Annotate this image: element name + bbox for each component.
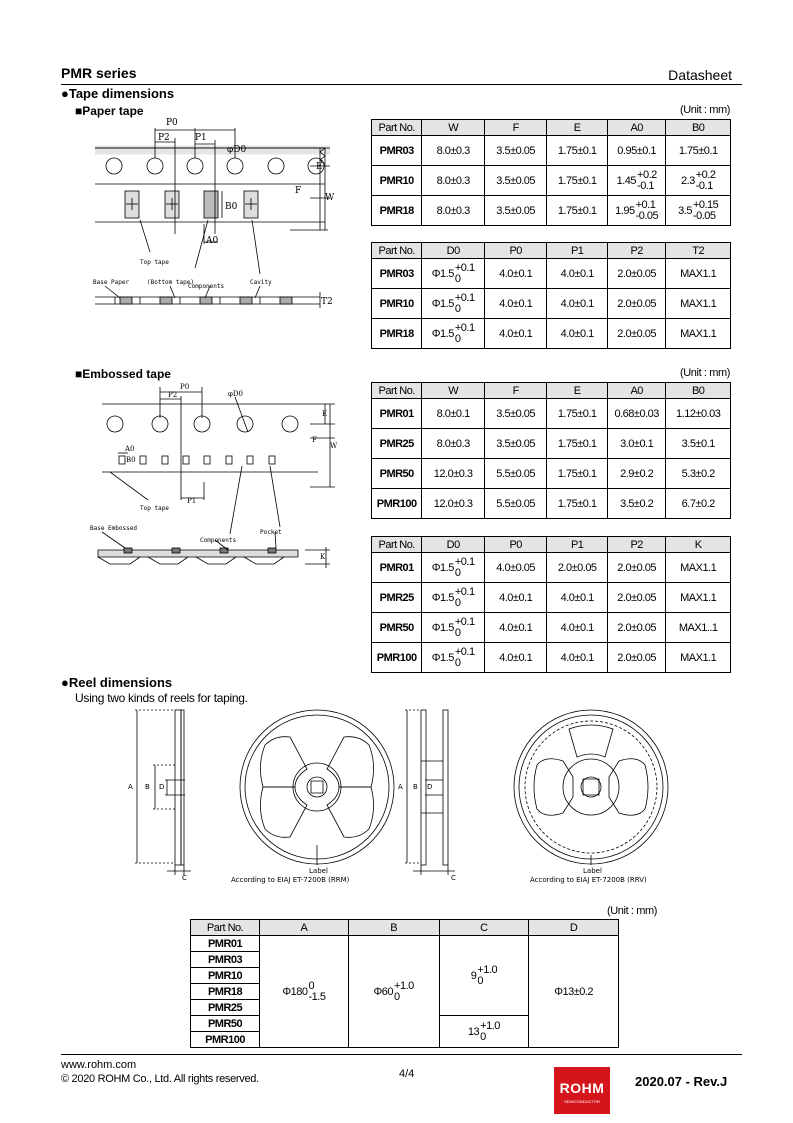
reel-dim-d-left: D (159, 783, 165, 791)
emb-dim-a0: A0 (125, 445, 135, 453)
table-cell: 4.0±0.1 (547, 613, 608, 643)
table-cell: 6.7±0.2 (666, 489, 731, 519)
emb-label-top-tape: Top tape (140, 505, 169, 512)
table-row (372, 613, 731, 643)
table-cell: 3.5±0.05 (484, 166, 547, 196)
part-number: PMR25 (372, 429, 422, 459)
part-number: PMR25 (372, 583, 422, 613)
dim-b0: B0 (225, 202, 238, 212)
table-cell: 4.0±0.1 (547, 259, 608, 289)
reel-b-value: Φ60 +1.0 0 (348, 936, 439, 1048)
reel-note: Using two kinds of reels for taping. (75, 691, 248, 705)
table-header: A0 (607, 120, 665, 136)
table-row (372, 136, 731, 166)
part-number: PMR100 (372, 643, 422, 673)
table-cell: 1.75±0.1 (547, 459, 608, 489)
table-row (372, 553, 731, 583)
table-cell: 2.0±0.05 (607, 613, 665, 643)
part-number: PMR50 (372, 613, 422, 643)
label-bottom-tape: (Bottom tape) (147, 279, 194, 286)
reel-dim-d-right: D (427, 783, 433, 791)
emb-dim-p1: P1 (187, 497, 197, 505)
reel-th-d: D (529, 920, 619, 936)
table-cell: 8.0±0.3 (422, 196, 485, 226)
table-cell: 1.75±0.1 (547, 166, 608, 196)
table-row (372, 289, 731, 319)
reel-a-value: Φ180 0 -1.5 (260, 936, 349, 1048)
emb-dim-d0: φD0 (228, 390, 243, 398)
table-header: B0 (666, 120, 731, 136)
table-cell: Φ1.5 +0.1 0 (422, 319, 485, 349)
table-header: P2 (607, 243, 665, 259)
table-cell: 5.5±0.05 (484, 459, 547, 489)
table-cell: MAX1.1 (666, 319, 731, 349)
table-cell: MAX1.1 (666, 259, 731, 289)
footer-copyright: © 2020 ROHM Co., Ltd. All rights reserved. (61, 1073, 259, 1085)
reel-part: PMR03 (191, 952, 260, 968)
section-tape-dimensions: ●Tape dimensions (61, 86, 175, 101)
section-embossed-tape: ■Embossed tape (75, 367, 171, 381)
reel-table (190, 919, 619, 1048)
table-cell: 1.75±0.1 (666, 136, 731, 166)
table-cell: 0.68±0.03 (607, 399, 665, 429)
reel-part: PMR50 (191, 1016, 260, 1032)
table-header: P1 (547, 243, 608, 259)
reel-th-a: A (260, 920, 349, 936)
table-header: D0 (422, 243, 485, 259)
label-top-tape: Top tape (140, 259, 169, 266)
reel-standard-rrv: According to EIAJ ET-7200B (RRV) (530, 876, 647, 884)
table-cell: 2.0±0.05 (547, 553, 608, 583)
dim-d0: φD0 (227, 145, 247, 155)
table-cell: 5.5±0.05 (484, 489, 547, 519)
table-cell: 1.95 +0.1 -0.05 (607, 196, 665, 226)
dim-a0: A0 (206, 236, 219, 246)
emb-dim-f: F (312, 436, 317, 444)
doc-type: Datasheet (668, 67, 732, 83)
table-cell: 3.5±0.05 (484, 429, 547, 459)
reel-standard-rrm: According to EIAJ ET-7200B (RRM) (231, 876, 350, 884)
table-cell: 2.0±0.05 (607, 553, 665, 583)
table-row (372, 166, 731, 196)
part-number: PMR10 (372, 166, 422, 196)
reel-part: PMR10 (191, 968, 260, 984)
part-number: PMR01 (372, 399, 422, 429)
table-row (372, 583, 731, 613)
table-header: E (547, 383, 608, 399)
table-cell: 4.0±0.1 (547, 319, 608, 349)
table-header: P2 (607, 537, 665, 553)
paper-tape-table-2 (371, 242, 731, 349)
paper-tape-table-1 (371, 119, 731, 226)
part-number: PMR18 (372, 319, 422, 349)
table-header: Part No. (372, 537, 422, 553)
reel-dim-b-right: B (413, 783, 418, 791)
section-reel-dimensions: ●Reel dimensions (61, 675, 173, 690)
table-cell: 8.0±0.3 (422, 136, 485, 166)
table-cell: 3.0±0.1 (607, 429, 665, 459)
table-header: Part No. (372, 243, 422, 259)
embossed-tape-table-1 (371, 382, 731, 519)
dim-p2: P2 (158, 133, 170, 143)
revision: 2020.07 - Rev.J (635, 1074, 728, 1089)
emb-label-base-embossed: Base Embossed (90, 525, 137, 532)
header-rule (61, 84, 742, 85)
table-row (372, 259, 731, 289)
table-header: Part No. (372, 120, 422, 136)
table-cell: 5.3±0.2 (666, 459, 731, 489)
part-number: PMR01 (372, 553, 422, 583)
table-cell: 3.5±0.05 (484, 136, 547, 166)
dim-t2: T2 (321, 297, 333, 307)
embossed-tape-table-2 (371, 536, 731, 673)
reel-diagram (125, 705, 685, 887)
table-cell: 4.0±0.1 (484, 583, 547, 613)
table-header: P0 (484, 243, 547, 259)
table-cell: 2.0±0.05 (607, 319, 665, 349)
table-cell: MAX1.1 (666, 643, 731, 673)
table-row (372, 399, 731, 429)
table-cell: 8.0±0.3 (422, 166, 485, 196)
emb-dim-p0: P0 (180, 383, 190, 391)
table-header: F (484, 120, 547, 136)
table-cell: Φ1.5 +0.1 0 (422, 553, 485, 583)
table-cell: Φ1.5 +0.1 0 (422, 643, 485, 673)
table-cell: 4.0±0.1 (484, 643, 547, 673)
reel-part: PMR100 (191, 1032, 260, 1048)
reel-part: PMR01 (191, 936, 260, 952)
reel-label-left: Label (309, 867, 328, 875)
table-cell: 3.5±0.05 (484, 399, 547, 429)
table-header: Part No. (372, 383, 422, 399)
table-header: W (422, 383, 485, 399)
dim-w: W (325, 193, 335, 203)
section-paper-tape: ■Paper tape (75, 104, 144, 118)
reel-dim-a-right: A (398, 783, 403, 791)
dim-p0: P0 (166, 118, 178, 128)
part-number: PMR03 (372, 259, 422, 289)
reel-dim-b-left: B (145, 783, 150, 791)
table-cell: 4.0±0.1 (484, 289, 547, 319)
reel-dim-a-left: A (128, 783, 133, 791)
reel-th-b: B (348, 920, 439, 936)
part-number: PMR10 (372, 289, 422, 319)
table-cell: 3.5 +0.15 -0.05 (666, 196, 731, 226)
unit-label: (Unit : mm) (680, 104, 730, 116)
reel-c-value-2: 13 +1.0 0 (439, 1016, 529, 1048)
reel-d-value: Φ13±0.2 (529, 936, 619, 1048)
table-row (372, 643, 731, 673)
part-number: PMR03 (372, 136, 422, 166)
table-cell: 4.0±0.1 (484, 259, 547, 289)
part-number: PMR18 (372, 196, 422, 226)
table-cell: 2.0±0.05 (607, 289, 665, 319)
table-header: W (422, 120, 485, 136)
table-cell: 2.0±0.05 (607, 643, 665, 673)
emb-dim-w: W (330, 442, 338, 450)
table-cell: MAX1..1 (666, 613, 731, 643)
table-cell: 1.45 +0.2 -0.1 (607, 166, 665, 196)
dim-e: E (316, 162, 323, 172)
table-cell: 4.0±0.1 (484, 319, 547, 349)
table-header: K (666, 537, 731, 553)
reel-th-part: Part No. (191, 920, 260, 936)
dim-f: F (295, 186, 302, 196)
table-row (372, 196, 731, 226)
part-number: PMR50 (372, 459, 422, 489)
table-header: F (484, 383, 547, 399)
table-cell: 1.75±0.1 (547, 136, 608, 166)
part-number: PMR100 (372, 489, 422, 519)
page-number: 4/4 (399, 1068, 415, 1080)
table-row (372, 319, 731, 349)
table-cell: 1.75±0.1 (547, 489, 608, 519)
emb-dim-k: K (320, 553, 326, 561)
emb-dim-b0: B0 (126, 456, 136, 464)
label-cavity: Cavity (250, 279, 272, 286)
table-cell: 8.0±0.3 (422, 429, 485, 459)
table-cell: 2.3 +0.2 -0.1 (666, 166, 731, 196)
table-cell: 4.0±0.1 (484, 613, 547, 643)
reel-dim-c-right: C (451, 874, 456, 882)
table-row (372, 489, 731, 519)
rohm-logo: ROHM SEMICONDUCTOR (554, 1067, 610, 1114)
emb-dim-e: E (322, 410, 328, 418)
table-header: T2 (666, 243, 731, 259)
label-components: Components (188, 283, 225, 290)
table-row (372, 459, 731, 489)
table-cell: MAX1.1 (666, 553, 731, 583)
label-base-paper: Base Paper (93, 279, 130, 286)
paper-tape-diagram (80, 112, 370, 312)
table-cell: 2.0±0.05 (607, 583, 665, 613)
table-cell: 0.95±0.1 (607, 136, 665, 166)
emb-label-components: Components (200, 537, 237, 544)
reel-unit-label: (Unit : mm) (607, 905, 657, 917)
reel-part: PMR18 (191, 984, 260, 1000)
table-cell: 8.0±0.1 (422, 399, 485, 429)
table-cell: 4.0±0.1 (547, 289, 608, 319)
table-header: A0 (607, 383, 665, 399)
table-header: B0 (666, 383, 731, 399)
table-cell: Φ1.5 +0.1 0 (422, 583, 485, 613)
table-cell: 1.12±0.03 (666, 399, 731, 429)
emb-dim-p2: P2 (168, 391, 178, 399)
table-cell: 1.75±0.1 (547, 196, 608, 226)
table-cell: 2.0±0.05 (607, 259, 665, 289)
table-cell: 1.75±0.1 (547, 429, 608, 459)
footer-rule (61, 1054, 742, 1055)
table-cell: 3.5±0.05 (484, 196, 547, 226)
reel-c-value-1: 9 +1.0 0 (439, 936, 529, 1016)
table-cell: 12.0±0.3 (422, 489, 485, 519)
table-header: P0 (484, 537, 547, 553)
embossed-tape-diagram (80, 382, 370, 574)
reel-part: PMR25 (191, 1000, 260, 1016)
emb-label-pocket: Pocket (260, 529, 282, 536)
footer-url[interactable]: www.rohm.com (61, 1059, 137, 1071)
table-cell: 12.0±0.3 (422, 459, 485, 489)
series-title: PMR series (61, 65, 137, 81)
table-cell: Φ1.5 +0.1 0 (422, 259, 485, 289)
emb-unit-label: (Unit : mm) (680, 367, 730, 379)
reel-label-right: Label (583, 867, 602, 875)
reel-th-c: C (439, 920, 529, 936)
table-header: E (547, 120, 608, 136)
table-cell: 4.0±0.1 (547, 583, 608, 613)
table-header: D0 (422, 537, 485, 553)
table-cell: MAX1.1 (666, 583, 731, 613)
table-cell: 3.5±0.2 (607, 489, 665, 519)
dim-p1: P1 (195, 133, 207, 143)
table-cell: 4.0±0.05 (484, 553, 547, 583)
table-cell: 2.9±0.2 (607, 459, 665, 489)
table-cell: Φ1.5 +0.1 0 (422, 613, 485, 643)
table-cell: 3.5±0.1 (666, 429, 731, 459)
table-cell: Φ1.5 +0.1 0 (422, 289, 485, 319)
table-cell: 4.0±0.1 (547, 643, 608, 673)
table-header: P1 (547, 537, 608, 553)
table-cell: MAX1.1 (666, 289, 731, 319)
table-row (372, 429, 731, 459)
reel-dim-c-left: C (182, 874, 187, 882)
table-cell: 1.75±0.1 (547, 399, 608, 429)
